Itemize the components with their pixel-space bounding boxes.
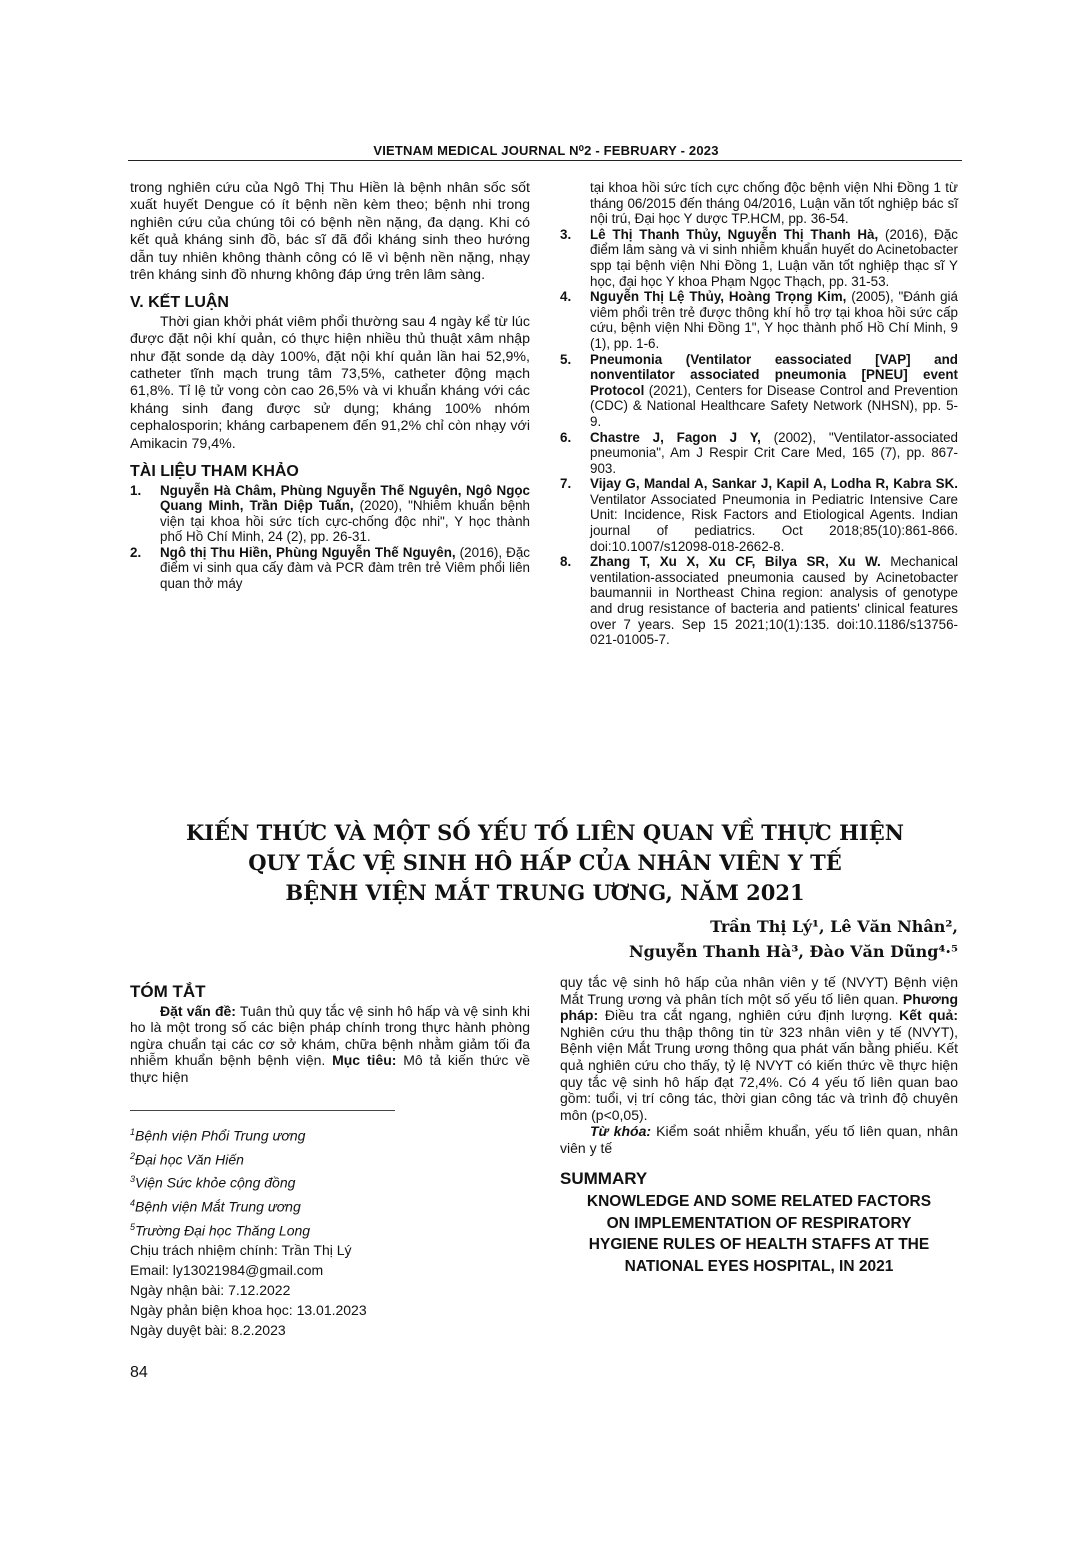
title-line: QUY TẮC VỆ SINH HÔ HẤP CỦA NHÂN VIÊN Y TẾ bbox=[248, 850, 842, 875]
affiliation-text: Viện Sức khỏe cộng đồng bbox=[135, 1174, 296, 1191]
references-heading: TÀI LIỆU THAM KHẢO bbox=[130, 463, 299, 481]
reference-text bbox=[590, 476, 958, 554]
date-approved: Ngày duyệt bài: 8.2.2023 bbox=[130, 1322, 286, 1339]
reference-details: (2005), "Đánh giá viêm phổi trên trẻ được thông khí hỗ trợ tại khoa hồi sức cấp cứu, bệnh viện Nhi Đồng 1", Y học thành phố Hồ Chí Minh, 9 (1), pp. 1-6. bbox=[590, 289, 958, 351]
reference-authors: Lê Thị Thanh Thủy, Nguyễn Thị Thanh Hà, bbox=[590, 226, 879, 242]
abstract-right bbox=[560, 974, 958, 1277]
keywords bbox=[560, 1123, 958, 1156]
reference-text bbox=[590, 289, 958, 351]
reference-details: (2021), Centers for Disease Control and Prevention (CDC) & National Healthcare Safety Network (NHSN), pp. 5-9. bbox=[590, 382, 958, 429]
right-column bbox=[560, 180, 958, 648]
affiliation-1: $^1$Bệnh viện Phổi Trung ương bbox=[130, 1127, 306, 1144]
reference-authors: Zhang T, Xu X, Xu CF, Bilya SR, Xu W. bbox=[590, 554, 881, 570]
discussion-paragraph: trong nghiên cứu của Ngô Thị Thu Hiền là bệnh nhân sốc sốt xuất huyết Dengue có ít bệnh nền kèm theo; bệnh nhi trong nghiên cứu của chúng tôi có bệnh nền nặng, đa dạng. Khi có kết quả kháng sinh đồ, bác sĩ đã đổi kháng sinh theo hướng dẫn tuy nhiên không thành công có lẽ vì bệnh nền nặng, nhạy trên kháng sinh đồ nhưng không đáp ứng trên lâm sàng. bbox=[130, 180, 530, 284]
reference-item bbox=[130, 483, 530, 545]
authors-line: Trần Thị Lý¹, Lê Văn Nhân², bbox=[710, 917, 958, 936]
summary-heading: SUMMARY bbox=[560, 1168, 648, 1188]
reference-number: 5. bbox=[560, 351, 572, 367]
reference-authors: Chastre J, Fagon J Y, bbox=[590, 429, 761, 445]
reference-text bbox=[590, 430, 958, 477]
reference-number: 8. bbox=[560, 554, 572, 570]
reference-text bbox=[160, 545, 530, 592]
reference-text bbox=[160, 483, 530, 545]
reference-details: (2002), "Ventilator-associated pneumonia", Am J Respir Crit Care Med, 165 (7), pp. 867-903. bbox=[590, 429, 958, 476]
abstract-paragraph bbox=[560, 974, 958, 1123]
reference-details: Ventilator Associated Pneumonia in Pediatric Intensive Care Unit: Incidence, Risk Factors and Etiological Agents. Indian journal of pediatrics. Oct 2018;85(10):861-866. doi:10.1007/s12098-018-2662-8. bbox=[590, 491, 958, 554]
footnotes bbox=[130, 1122, 430, 1340]
article-title bbox=[130, 818, 960, 908]
affiliation-3: $^3$Viện Sức khỏe cộng đồng bbox=[130, 1174, 296, 1191]
reference-authors: Nguyễn Thị Lệ Thủy, Hoàng Trọng Kim, bbox=[590, 289, 847, 305]
affiliation-text: Trường Đại học Thăng Long bbox=[135, 1222, 311, 1239]
summary-title-line: HYGIENE RULES OF HEALTH STAFFS AT THE bbox=[588, 1236, 930, 1254]
email: Email: ly13021984@gmail.com bbox=[130, 1262, 324, 1279]
abstract-text: Tuân thủ quy tắc vệ sinh hô hấp và vệ sinh khi ho là một trong số các biện pháp chính trong thực hành phòng ngừa chuẩn tại các cơ sở khám, chữa bệnh nhằm giảm tối đa nhiễm khuẩn bệnh bệnh viện. bbox=[130, 1002, 531, 1069]
abstract-text: Mô tả kiến thức về thực hiện bbox=[130, 1052, 530, 1085]
abstract-label: Kết quả: bbox=[899, 1007, 959, 1024]
affiliation-2: $^2$Đại học Văn Hiến bbox=[130, 1150, 244, 1168]
left-column bbox=[130, 180, 530, 592]
reference-authors: Nguyễn Hà Châm, Phùng Nguyễn Thế Nguyên, Ngô Ngọc Quang Minh, Trần Diệp Tuấn, bbox=[160, 482, 530, 514]
reference-item bbox=[560, 430, 958, 477]
abstract-label: Phương pháp: bbox=[560, 990, 958, 1024]
summary-title-line: ON IMPLEMENTATION OF RESPIRATORY bbox=[606, 1214, 912, 1232]
reference-item bbox=[560, 554, 958, 648]
reference-number: 7. bbox=[560, 476, 572, 492]
reference-number: 4. bbox=[560, 289, 572, 305]
abstract-text: Điều tra cắt ngang, nghiên cứu định lượng. bbox=[598, 1007, 900, 1024]
footnote-rule bbox=[130, 1110, 395, 1111]
affiliation-5: $^5$Trường Đại học Thăng Long bbox=[130, 1221, 311, 1239]
authors-line: Nguyễn Thanh Hà³, Đào Văn Dũng⁴·⁵ bbox=[629, 942, 958, 961]
corresponding-author: Chịu trách nhiệm chính: Trần Thị Lý bbox=[130, 1242, 352, 1259]
title-line: KIẾN THỨC VÀ MỘT SỐ YẾU TỐ LIÊN QUAN VỀ THỰC HIỆN bbox=[186, 820, 904, 845]
keywords-text: Kiểm soát nhiễm khuẩn, yếu tố liên quan, nhân viên y tế bbox=[560, 1123, 959, 1156]
reference-text bbox=[590, 352, 958, 430]
conclusion-paragraph: Thời gian khởi phát viêm phổi thường sau 4 ngày kể từ lúc được đặt nội khí quản, có thực hiện nhiều thủ thuật xâm nhập như đặt sonde dạ dày 100%, đặt nội khí quản lần hai 52,9%, catheter tĩnh mạch trung tâm 73,5%, catheter động mạch 61,8%. Tỉ lệ tử vong còn cao 26,5% và vi khuẩn kháng với các kháng sinh đang được sử dụng; kháng 100% nhóm cephalosporin; kháng carbapenem đến 91,2% chỉ còn nhạy với Amikacin 79,4%. bbox=[130, 313, 530, 452]
abstract-label: Đặt vấn đề: bbox=[160, 1002, 236, 1019]
reference-item bbox=[560, 289, 958, 351]
abstract-text: Nghiên cứu thu thập thông tin từ 323 nhân viên y tế (NVYT), Bệnh viện Mắt Trung ương thông qua phát vấn bằng phiếu. Kết quả nghiên cứu cho thấy, tỷ lệ NVYT có kiến thức về thực hiện quy tắc vệ sinh hô hấp đạt 72,4%. Có 4 yếu tố liên quan bao gồm: tuổi, vị trí công tác, thời gian công tác và trình độ chuyên môn (p<0,05). bbox=[560, 1023, 958, 1123]
page-number: 84 bbox=[130, 1364, 148, 1381]
keywords-label: Từ khóa: bbox=[590, 1123, 652, 1140]
title-line: BỆNH VIỆN MẮT TRUNG ƯƠNG, NĂM 2021 bbox=[285, 880, 805, 905]
reference-details: (2020), "Nhiễm khuẩn bệnh viện tại khoa hồi sức tích cực-chống độc nhi", Y học thành phố Hồ Chí Minh, 24 (2), pp. 26-31. bbox=[160, 498, 530, 545]
affiliation-text: Bệnh viện Phổi Trung ương bbox=[135, 1127, 306, 1144]
abstract-label: Mục tiêu: bbox=[332, 1052, 397, 1069]
reference-details: (2016), Đặc điểm lâm sàng và vi sinh nhiễm khuẩn huyết do Acinetobacter spp tại bệnh viện Nhi Đồng 1, Luận văn tốt nghiệp thạc sĩ Y học, đại học Y khoa Phạm Ngọc Thạch, pp. 31-53. bbox=[590, 226, 958, 289]
affiliation-text: Bệnh viện Mắt Trung ương bbox=[135, 1198, 301, 1215]
reference-item bbox=[130, 545, 530, 592]
reference-number: 2. bbox=[130, 544, 142, 560]
summary-title-line: KNOWLEDGE AND SOME RELATED FACTORS bbox=[586, 1193, 932, 1211]
reference-authors: Pneumonia (Ventilator eassociated [VAP] and nonventilator associated pneumonia [PNEU] event Protocol bbox=[590, 351, 958, 398]
date-received: Ngày nhận bài: 7.12.2022 bbox=[130, 1282, 291, 1299]
reference-text bbox=[590, 227, 958, 289]
header-rule bbox=[128, 160, 962, 161]
reference-number: 3. bbox=[560, 226, 572, 242]
reference-item bbox=[560, 352, 958, 430]
reference-text bbox=[590, 554, 958, 648]
affiliation-text: Đại học Văn Hiến bbox=[135, 1151, 244, 1168]
affiliation-4: $^4$Bệnh viện Mắt Trung ương bbox=[130, 1197, 301, 1215]
abstract-text: quy tắc vệ sinh hô hấp của nhân viên y tế (NVYT) Bệnh viện Mắt Trung ương và phân tích một số yếu tố liên quan. bbox=[560, 974, 958, 1007]
abstract-left bbox=[130, 984, 530, 1086]
conclusion-heading: V. KẾT LUẬN bbox=[130, 294, 229, 312]
reference-authors: Vijay G, Mandal A, Sankar J, Kapil A, Lodha R, Kabra SK. bbox=[590, 476, 958, 492]
summary-title-line: NATIONAL EYES HOSPITAL, IN 2021 bbox=[624, 1257, 894, 1275]
summary-title bbox=[560, 1191, 958, 1277]
reference-details: (2016), Đặc điểm vi sinh qua cấy đàm và PCR đàm trên trẻ Viêm phổi liên quan thở máy bbox=[160, 544, 530, 592]
reference-number: 6. bbox=[560, 429, 572, 445]
journal-header: VIETNAM MEDICAL JOURNAL N⁰2 - FEBRUARY - 2023 bbox=[373, 143, 719, 158]
date-reviewed: Ngày phản biện khoa học: 13.01.2023 bbox=[130, 1302, 367, 1319]
reference-item bbox=[560, 227, 958, 289]
reference-authors: Ngô thị Thu Hiền, Phùng Nguyễn Thế Nguyên, bbox=[160, 544, 456, 560]
reference-number: 1. bbox=[130, 482, 142, 498]
abstract-heading: TÓM TẮT bbox=[130, 982, 206, 1001]
abstract-paragraph bbox=[130, 1003, 530, 1086]
reference-continuation: tại khoa hồi sức tích cực chống độc bệnh viện Nhi Đồng 1 từ tháng 06/2015 đến tháng 04/2016, Luận văn tốt nghiệp bác sĩ nội trú, Đại học Y dược TP.HCM, pp. 36-54. bbox=[590, 180, 958, 227]
reference-details: Mechanical ventilation-associated pneumonia caused by Acinetobacter baumannii in Northeast China region: analysis of genotype and drug resistance of bacteria and patients' clinical features over 7 years. Sep 15 2021;10(1):135. doi:10.1186/s13756-021-01005-7. bbox=[590, 554, 959, 648]
article-authors bbox=[629, 914, 958, 964]
reference-item bbox=[560, 476, 958, 554]
